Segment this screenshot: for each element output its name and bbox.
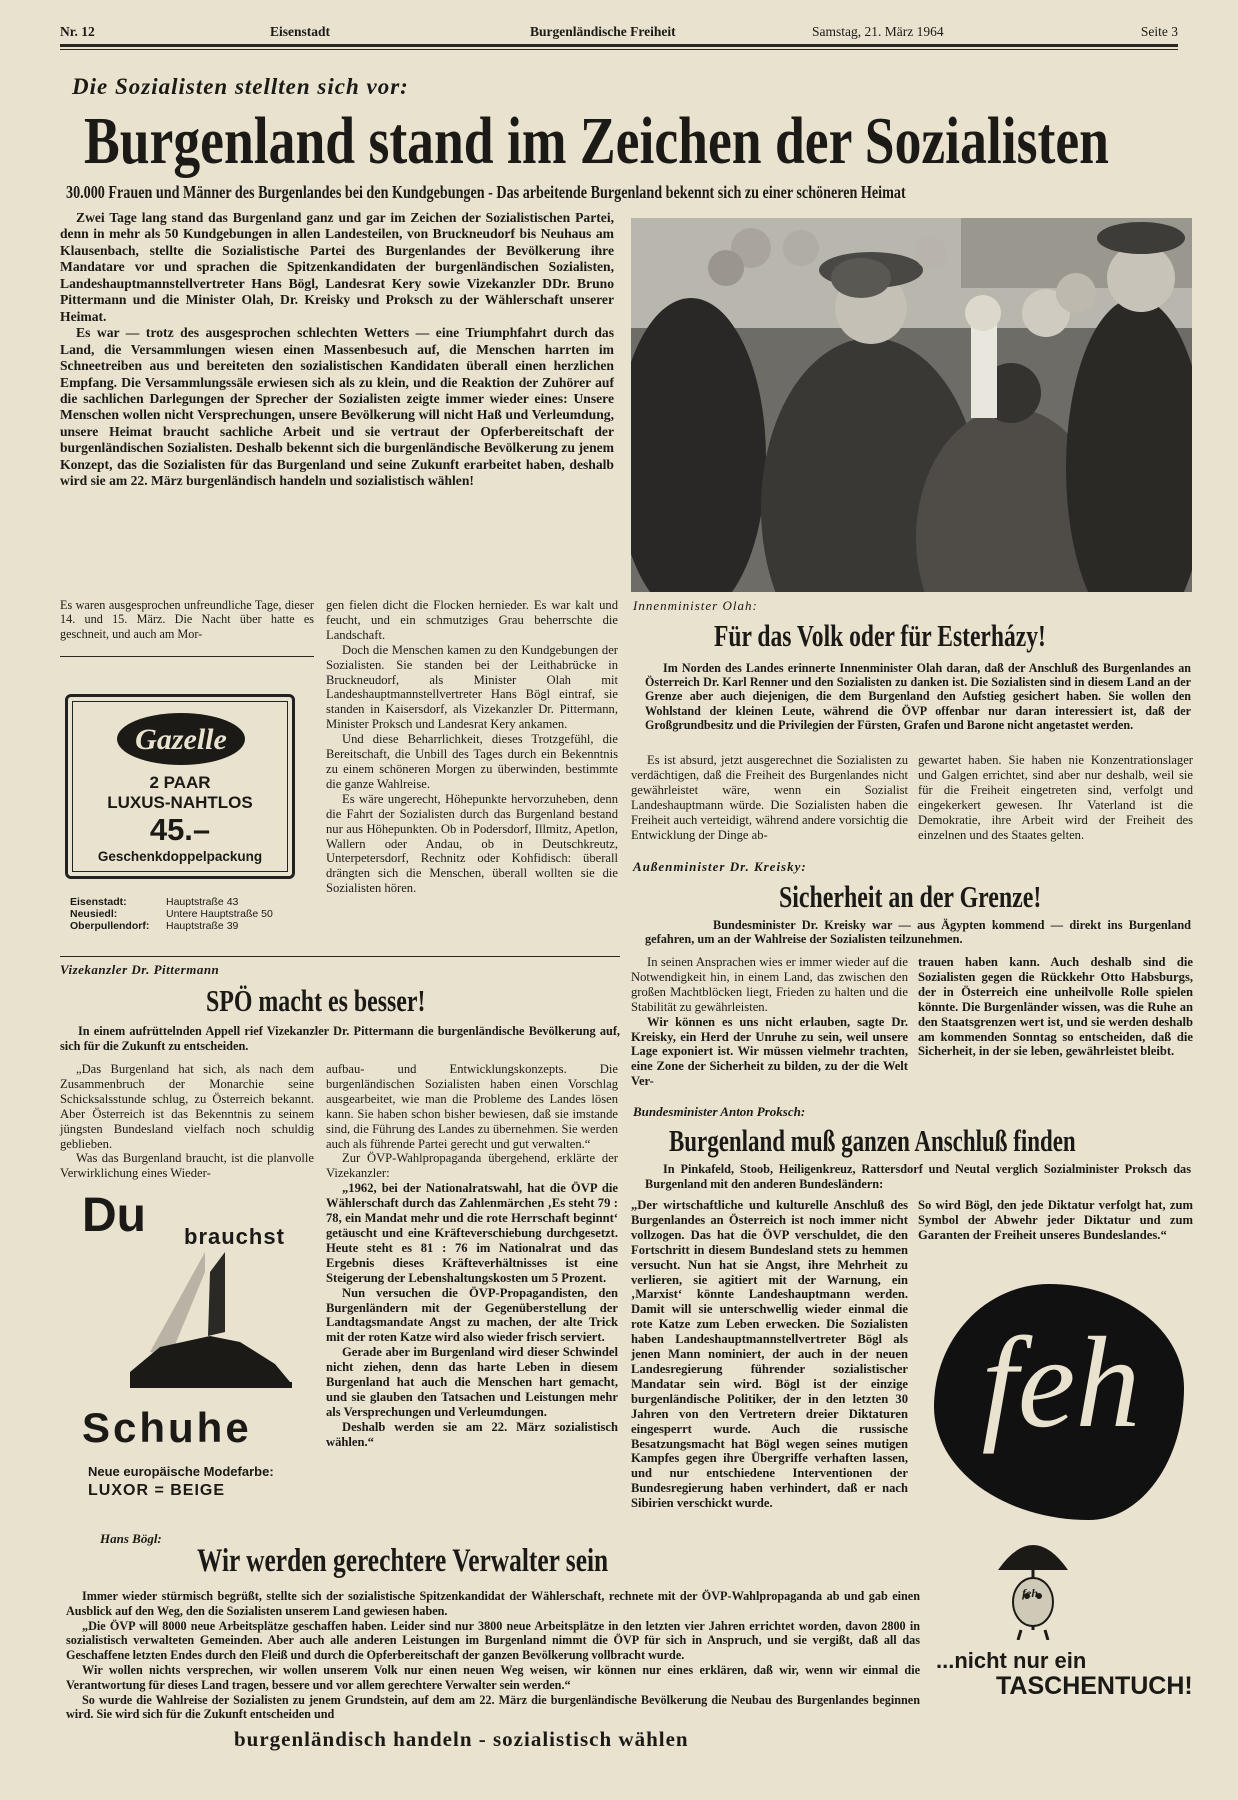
- schuhe-line2: LUXOR = BEIGE: [88, 1482, 226, 1499]
- masthead: [60, 22, 1178, 44]
- boegl-p3: Wir wollen nichts versprechen, wir wollen unserem Volk nur einen neuen Weg weisen, wir können nur eines erklären, daß wir, wenn wir einmal die Verantwortung für dieses Land tragen, bessere und vor allem gerechtere Verwalter sein werden.“: [66, 1662, 920, 1692]
- olah-intro: Im Norden des Landes erinnerte Innenminister Olah daran, daß der Anschluß des Burgenlandes an Österreich Dr. Karl Renner und den Sozialisten zu danken ist. Die Sozialisten sind in diesem Land an der Grenze aber auch diejenigen, die dem Burgenland den Aufstieg gesichert haben. Sie wollen den Wohlstand der kleinen Leute, während die ÖVP offenbar nur daran interessiert ist, daß der Großgrundbesitz und die Privilegien der Fürsten, Grafen und Barone nicht angetastet werden.: [645, 661, 1191, 732]
- pittermann-col2-p1: aufbau- und Entwicklungskonzepts. Die burgenländischen Sozialisten haben einen Vorschlag ausgearbeitet, wie man die Probleme des Landes lösen kann. Sie haben schon bisher bewiesen, daß sie imstande sind, die Führung des Landes zu übernehmen. Sie werden auch als führende Partei gerecht und gut verwalten.“: [326, 1062, 618, 1151]
- lead-col-b-p4: Es wäre ungerecht, Höhepunkte hervorzuheben, denn die Fahrt der Sozialisten durch das Burgenland bestand nur aus Höhepunkten. Ob in Podersdorf, Illmitz, Apetlon, Wallern oder Andau, ob in Deutschkreutz, Unterpetersdorf, Rechnitz oder Kohfidisch: überall drängten sich die Menschen, überall wollten sie die Sozialisten hören.: [326, 791, 618, 896]
- lead-headline: Burgenland stand im Zeichen der Sozialisten: [84, 104, 1109, 178]
- masthead-rule-thin: [60, 49, 1178, 50]
- proksch-col2: So wird Bögl, den jede Diktatur verfolgt hat, zum Symbol der Abwehr jeder Diktatur und zum Garanten der Freiheit unseres Bundeslandes.“: [918, 1198, 1193, 1242]
- umbrella-mascot-icon: [988, 1530, 1078, 1640]
- pittermann-col2-p3: „1962, bei der Nationalratswahl, hat die ÖVP die Wählerschaft durch das Zahlenmärchen ‚Es steht 79 : 78, ein Mandat mehr und die rote Herrschaft beginnt‘ getäuscht und eine Kräfteverschiebung durchgesetzt. Heute steht es 81 : 76 im Nationalrat und das Ergebnis dieses Kräfteverhältnisses ist eine Steigerung der Lebenshaltungskosten um 5 Prozent.: [326, 1181, 618, 1285]
- proksch-kicker: Bundesminister Anton Proksch:: [633, 1104, 806, 1119]
- gazelle-line3: Geschenkdoppelpackung: [97, 849, 263, 864]
- schuhe-line1: Neue europäische Modefarbe:: [88, 1464, 274, 1479]
- issue-number: Nr. 12: [60, 24, 95, 39]
- lead-intro: [60, 210, 614, 490]
- pittermann-col2: [326, 1062, 618, 1450]
- pittermann-col2-p2: Zur ÖVP-Wahlpropaganda übergehend, erklärte der Vizekanzler:: [326, 1151, 618, 1181]
- pittermann-col1-p2: Was das Burgenland braucht, ist die planvolle Verwirklichung eines Wieder-: [60, 1151, 314, 1181]
- store-town: Eisenstadt:: [70, 896, 127, 908]
- gazelle-line2: LUXUS-NAHTLOS: [107, 793, 253, 812]
- pittermann-headline: SPÖ macht es besser!: [206, 983, 426, 1018]
- lead-subheadline: 30.000 Frauen und Männer des Burgenlandes bei den Kundgebungen - Das arbeitende Burgenland bekennt sich zu einer schöneren Heimat: [66, 182, 906, 202]
- gazelle-store-row: [70, 908, 310, 920]
- lead-photo: [631, 218, 1192, 592]
- store-address: Untere Hauptstraße 50: [166, 908, 273, 920]
- feh-brand: feh: [981, 1311, 1141, 1455]
- olah-kicker: Innenminister Olah:: [633, 598, 758, 613]
- kreisky-col1-p1: In seinen Ansprachen wies er immer wieder auf die Notwendigkeit hin, in einem Land, das zwischen den großen Machtblöcken liegt, Frieden zu halten und die Stabilität zu gewährleisten.: [631, 955, 908, 1014]
- shoe-icon: [90, 1252, 300, 1402]
- olah-col2: gewartet haben. Sie haben nie Konzentrationslager und Galgen errichtet, sind aber nur deshalb, weil sie für die Freiheit eingetreten sind, verfolgt und eingekerkert gewesen. Ihr Vaterland ist die Demokratie, ihre Arbeit wird der Freiheit des einzelnen und des Staates gelten.: [918, 753, 1193, 842]
- pittermann-col1-p1: „Das Burgenland hat sich, als nach dem Zusammenbruch der Monarchie seine Schicksalsstunde schlug, zu Österreich bekannt. Aber Österreich ist das Bekenntnis zu seinem jüngsten Bundesland vielfach noch schuldig geblieben.: [60, 1062, 314, 1151]
- olah-headline: Für das Volk oder für Esterházy!: [714, 618, 1046, 653]
- gazelle-price: 45.–: [149, 812, 211, 847]
- pittermann-intro: In einem aufrüttelnden Appell rief Vizekanzler Dr. Pittermann die burgenländische Bevölkerung auf, sich für die Zukunft zu entscheiden.: [60, 1024, 620, 1053]
- crowd-photo-image: [631, 218, 1192, 592]
- boegl-slogan: burgenländisch handeln - sozialistisch wählen: [234, 1727, 689, 1751]
- gazelle-ad: [65, 694, 295, 879]
- kreisky-intro: Bundesminister Dr. Kreisky war — aus Ägypten kommend — direkt ins Burgenland gefahren, um an der Wahlreise der Sozialisten teilzunehmen.: [645, 918, 1191, 947]
- schuhe-word3: Schuhe: [82, 1404, 252, 1451]
- gazelle-store-row: [70, 920, 310, 932]
- boegl-body: [66, 1589, 920, 1722]
- kreisky-headline: Sicherheit an der Grenze!: [779, 879, 1042, 914]
- gazelle-brand: Gazelle: [135, 723, 227, 756]
- kreisky-col1: [631, 955, 908, 1089]
- masthead-paper: Burgenländische Freiheit: [530, 24, 676, 39]
- store-address: Hauptstraße 43: [166, 896, 239, 908]
- masthead-place: Eisenstadt: [270, 24, 331, 39]
- schuhe-word2: brauchst: [184, 1224, 285, 1249]
- boegl-kicker: Hans Bögl:: [100, 1531, 162, 1546]
- schuhe-word1: Du: [82, 1189, 146, 1242]
- section-rule: [60, 956, 620, 957]
- gazelle-stores: [70, 896, 310, 932]
- gazelle-line1: 2 PAAR: [149, 773, 211, 792]
- lead-col-b-p1: gen fielen dicht die Flocken hernieder. Es war kalt und feucht, und ein schmutziges Grau beherrschte die Landschaft.: [326, 598, 618, 642]
- kreisky-kicker: Außenminister Dr. Kreisky:: [633, 859, 807, 874]
- pittermann-col2-p5: Gerade aber im Burgenland wird dieser Schwindel nicht ziehen, denn das harte Leben in diesem Burgenland hat auch die Menschen hart gemacht, und sie glauben den Tatsachen und Leistungen mehr als Versprechungen und Verleumdungen.: [326, 1345, 618, 1419]
- proksch-col1: „Der wirtschaftliche und kulturelle Anschluß des Burgenlandes an Österreich ist noch immer nicht vollzogen. Das hat die ÖVP verschuldet, die den Fortschritt in diesem Bundesland stets zu hemmen versucht. Nun hat sie Angst, ihre Mehrheit zu verlieren, sie agitiert mit der Warnung, ein ‚Marxist‘ könnte Landeshauptmann werden. Damit will sie unterschwellig wieder einmal die rote Katze zum Leben erwecken. Die Sozialisten haben Landeshauptmannstellvertreter Bögl als jenen Mann nominiert, der auch in der neuen Landesregierung führender sozialistischer Mandatar sein wird. Bögl ist der einzige burgenländische Politiker, der in den letzten 30 Jahren von den Vertretern dreier Diktaturen eingesperrt wurde. Auch die russische Besatzungsmacht hat Bögl wegen seines mutigen Kampfes gegen ihre Übergriffe verhaften lassen, und nur entschiedene Interventionen der Bundesregierung haben verhindert, daß er nach Sibirien verschickt wurde.: [631, 1198, 908, 1511]
- store-address: Hauptstraße 39: [166, 920, 239, 932]
- boegl-p4: So wurde die Wahlreise der Sozialisten zu jenem Grundstein, auf dem am 22. März die burgenländische Bevölkerung die Neubau des Burgenlandes beginnen wird. Sie wird sich für die Zukunft entscheiden und: [66, 1692, 920, 1722]
- feh-ad: [918, 1262, 1200, 1702]
- feh-slogan1: ...nicht nur ein: [936, 1648, 1087, 1673]
- kreisky-col2: trauen haben kann. Auch deshalb sind die Sozialisten gegen die Rückkehr Otto Habsburgs, der in Österreich eine unheilvolle Rolle spielen könnte. Die Burgenländer wissen, was die Ruhe an den Staatsgrenzen wert ist, und sie werden deshalb am kommenden Sonntag so entscheiden, daß die Sicherheit, in der sie leben, gewährleistet bleibt.: [918, 955, 1193, 1059]
- masthead-date: Samstag, 21. März 1964: [812, 24, 944, 39]
- lead-column-a: Es waren ausgesprochen unfreundliche Tage, dieser 14. und 15. März. Die Nacht über hatte es geschneit, und auch am Mor-: [60, 598, 314, 641]
- masthead-rule: [60, 44, 1178, 47]
- lead-col-b-p2: Doch die Menschen kamen zu den Kundgebungen der Sozialisten. Sie standen bei der Leithabrücke in Bruckneudorf, als Minister Olah mit Landeshauptmannstellvertreter Hans Bögl eintraf, sie standen in Kaisersdorf, als Vizekanzler Dr. Pittermann, Minister Proksch und Landesrat Kery ankamen.: [326, 642, 618, 732]
- lead-col-b-p3: Und diese Beharrlichkeit, dieses Trotzgefühl, die Bereitschaft, die Unbill des Tages durch ein Bekenntnis zu einem schöneren Morgen zu überwinden, bestimmte die ganze Wahlreise.: [326, 732, 618, 791]
- page-number: Seite 3: [1140, 24, 1178, 39]
- feh-slogan2: TASCHENTUCH!: [996, 1672, 1193, 1700]
- boegl-p1: Immer wieder stürmisch begrüßt, stellte sich der sozialistische Spitzenkandidat der Wählerschaft, rechnete mit der ÖVP-Wahlpropaganda ab und gab einen Ausblick auf den Weg, den die Sozialisten unserem Land gewiesen haben.: [66, 1589, 920, 1618]
- lead-kicker: Die Sozialisten stellten sich vor:: [72, 74, 409, 99]
- olah-col1: Es ist absurd, jetzt ausgerechnet die Sozialisten zu verdächtigen, daß die Freiheit des Burgenlandes nicht gewährleistet wäre, wenn ein Sozialist Landeshauptmann würde. Die Sozialisten haben die Freiheit auch verteidigt, während andere vorsichtig die Entwicklung der Dinge ab-: [631, 753, 908, 842]
- pittermann-col2-p6: Deshalb werden sie am 22. März sozialistisch wählen.“: [326, 1419, 618, 1449]
- store-town: Oberpullendorf:: [70, 920, 150, 932]
- store-town: Neusiedl:: [70, 908, 118, 920]
- lead-intro-p2: Es war — trotz des ausgesprochen schlechten Wetters — eine Triumphfahrt durch das Land, die Versammlungen wiesen einen Massenbesuch auf, die Menschen harrten im Schneetreiben aus und bereiteten den sozialistischen Kandidaten überall einen herzlichen Empfang. Die Versammlungssäle erwiesen sich als zu klein, und die Reaktion der Zuhörer auf die sachlichen Darlegungen der Sprecher der Sozialisten zeigte immer wieder eines: Unsere Menschen wollen nicht Versprechungen, unsere Bevölkerung will nicht Haß und Verleumdung, unsere Heimat braucht sachliche Arbeit und sie vertraut der Opferbereitschaft der burgenländischen Sozialisten. Deshalb bekennt sich die burgenländische Bevölkerung zu jenem Konzept, das die Sozialisten für das Burgenland und seine Zukunft erarbeitet haben, deshalb wird sie am 22. März burgenländisch handeln und sozialistisch wählen!: [60, 325, 614, 489]
- kreisky-col1-p2: Wir können es uns nicht erlauben, sagte Dr. Kreisky, ein Herd der Unruhe zu sein, weil unsere Lage exponiert ist. Wir müssen vielmehr trachten, eine Zone der Sicherheit zu bilden, zu der die Welt Ver-: [631, 1014, 908, 1089]
- schuhe-ad: [62, 1186, 318, 1504]
- pittermann-kicker: Vizekanzler Dr. Pittermann: [60, 962, 220, 977]
- pittermann-col2-p4: Nun versuchen die ÖVP-Propagandisten, den Burgenländern mit der Gegenüberstellung der Landtagsmandate Angst zu machen, der alte Trick mit der roten Katze wird also wieder frisch serviert.: [326, 1285, 618, 1345]
- pittermann-col1: [60, 1062, 314, 1181]
- boegl-p2: „Die ÖVP will 8000 neue Arbeitsplätze geschaffen haben. Leider sind nur 3800 neue Arbeitsplätze in den letzten vier Jahren errichtet worden, davon 2800 in sozialistisch verwalteten Gemeinden. Aber auch alle anderen Leistungen im Burgenland nimmt die ÖVP für sich in Anspruch, und sie vergißt, daß all das Geschaffene letzten Endes durch den Fleiß und durch die Opferbereitschaft der ganzen Bevölkerung vollbracht wurde.: [66, 1618, 920, 1663]
- proksch-headline: Burgenland muß ganzen Anschluß finden: [669, 1123, 1076, 1158]
- lead-intro-p1: Zwei Tage lang stand das Burgenland ganz und gar im Zeichen der Sozialistischen Partei, denn in mehr als 50 Kundgebungen in allen Landesteilen, von Bruckneudorf bis Neuhaus am Klausenbach, stellte die Sozialistische Partei des Burgenlandes der Bevölkerung ihre Mandatare vor und sprachen die Spitzenkandidaten der burgenländischen Sozialisten, Landeshauptmannstellvertreter Hans Bögl, Landesrat Kery sowie Vizekanzler DDr. Bruno Pittermann und die Minister Olah, Dr. Kreisky und Proksch zu der Wählerschaft unserer Heimat.: [60, 210, 614, 324]
- gazelle-store-row: [70, 896, 310, 908]
- boegl-headline: Wir werden gerechtere Verwalter sein: [197, 1543, 609, 1579]
- column-rule: [60, 656, 314, 657]
- feh-tag: feh: [1022, 1586, 1038, 1600]
- proksch-intro: In Pinkafeld, Stoob, Heiligenkreuz, Rattersdorf und Neutal verglich Sozialminister Proksch das Burgenland mit den anderen Bundesländern:: [645, 1162, 1191, 1191]
- lead-column-b: [326, 598, 618, 896]
